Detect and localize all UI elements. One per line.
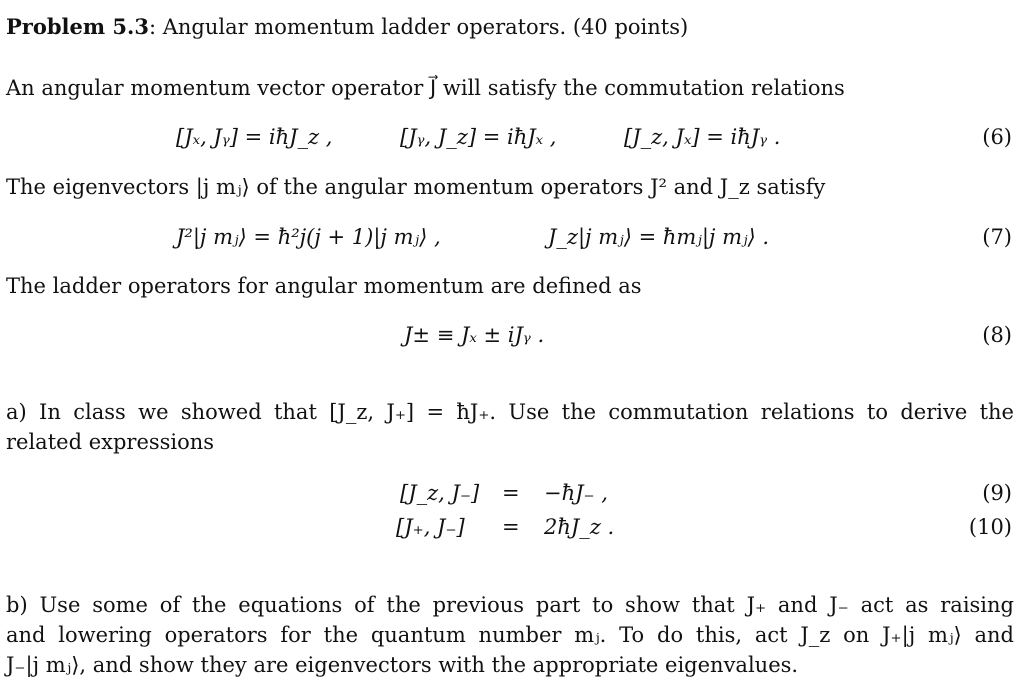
equation-number-7: (7) [982, 225, 1012, 249]
equation-8: J± ≡ Jₓ ± iJᵧ . [404, 323, 545, 347]
problem-label: Problem 5.3 [6, 14, 149, 39]
equation-9-lhs: [J_z, J₋] [400, 481, 480, 505]
equation-7-part-1: J²|j mⱼ⟩ = ħ²j(j + 1)|j mⱼ⟩ , [176, 225, 441, 249]
part-b-line-3: J₋|j mⱼ⟩, and show they are eigenvectors with the appropriate eigenvalues. [6, 653, 799, 677]
equation-number-8: (8) [982, 323, 1012, 347]
part-b-line-1: b) Use some of the equations of the previous part to show that J₊ and J₋ act as raising [6, 593, 1014, 617]
problem-title [6, 14, 688, 40]
equation-10-lhs: [J₊, J₋] [396, 515, 465, 539]
eigenvector-paragraph: The eigenvectors |j mⱼ⟩ of the angular momentum operators J² and J_z satisfy [6, 175, 826, 199]
equation-10-equals: = [502, 515, 520, 539]
intro-paragraph: An angular momentum vector operator J⃗ will satisfy the commutation relations [6, 76, 845, 100]
equation-10-rhs: 2ħJ_z . [544, 515, 615, 539]
equation-number-9: (9) [982, 481, 1012, 505]
equation-6-part-1: [Jₓ, Jᵧ] = iħJ_z , [176, 125, 333, 149]
part-a-line-2: related expressions [6, 430, 215, 454]
equation-6-part-3: [J_z, Jₓ] = iħJᵧ . [624, 125, 781, 149]
part-a-line-1: a) In class we showed that [J_z, J₊] = ħJ₊. Use the commutation relations to derive the [6, 400, 1014, 424]
problem-title-text: : Angular momentum ladder operators. (40 points) [148, 15, 689, 39]
equation-number-6: (6) [982, 125, 1012, 149]
equation-9-rhs: −ħJ₋ , [544, 481, 608, 505]
part-b-line-2: and lowering operators for the quantum number mⱼ. To do this, act J_z on J₊|j mⱼ⟩ and [6, 623, 1014, 647]
equation-6-part-2: [Jᵧ, J_z] = iħJₓ , [400, 125, 557, 149]
equation-9-equals: = [502, 481, 520, 505]
equation-7-part-2: J_z|j mⱼ⟩ = ħmⱼ|j mⱼ⟩ . [548, 225, 770, 249]
ladder-paragraph: The ladder operators for angular momentum are defined as [6, 274, 642, 298]
equation-number-10: (10) [968, 515, 1012, 539]
